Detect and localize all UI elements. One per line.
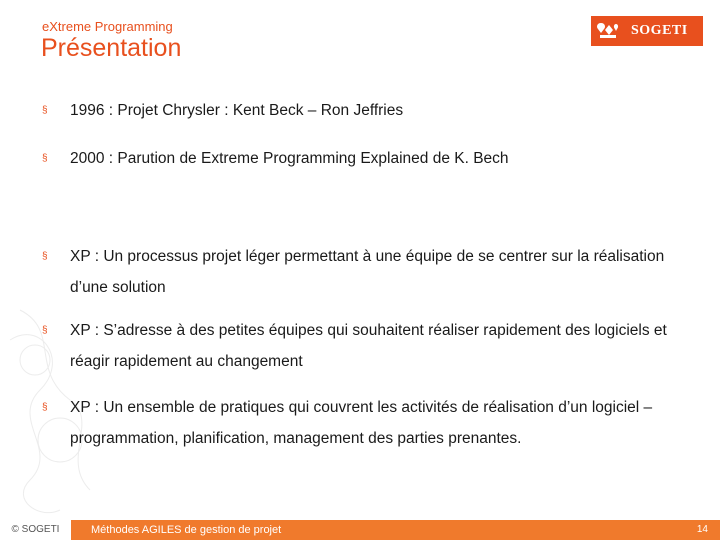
page-title: Présentation — [41, 34, 182, 62]
footer-copyright: © SOGETI — [0, 520, 71, 540]
bullet-text: XP : S’adresse à des petites équipes qui souhaitent réaliser rapidement des logiciels et réagir rapidement au changement — [70, 322, 667, 370]
footer-title: Méthodes AGILES de gestion de projet — [91, 524, 282, 536]
bullet-icon: § — [42, 153, 48, 164]
footer — [0, 520, 720, 540]
page-number: 14 — [696, 524, 708, 535]
bullet-text: 1996 : Projet Chrysler : Kent Beck – Ron Jeffries — [70, 102, 404, 119]
bullet-text: 2000 : Parution de Extreme Programming Explained de K. Bech — [70, 150, 509, 167]
header-kicker: eXtreme Programming — [42, 19, 173, 34]
bullet-icon: § — [42, 325, 48, 336]
bullet-text: XP : Un ensemble de pratiques qui couvrent les activités de réalisation d’un logiciel – programmation, planification, management des parties prenantes. — [70, 399, 653, 447]
bullet-icon: § — [42, 105, 48, 116]
playing-card-suits-icon — [595, 21, 621, 41]
bullet-icon: § — [42, 251, 48, 262]
logo-text: SOGETI — [631, 23, 688, 38]
bullet-text: XP : Un processus projet léger permettant à une équipe de se centrer sur la réalisation d’une solution — [70, 248, 665, 296]
sogeti-logo — [591, 16, 703, 46]
footer-bar — [71, 520, 720, 540]
bullet-icon: § — [42, 402, 48, 413]
